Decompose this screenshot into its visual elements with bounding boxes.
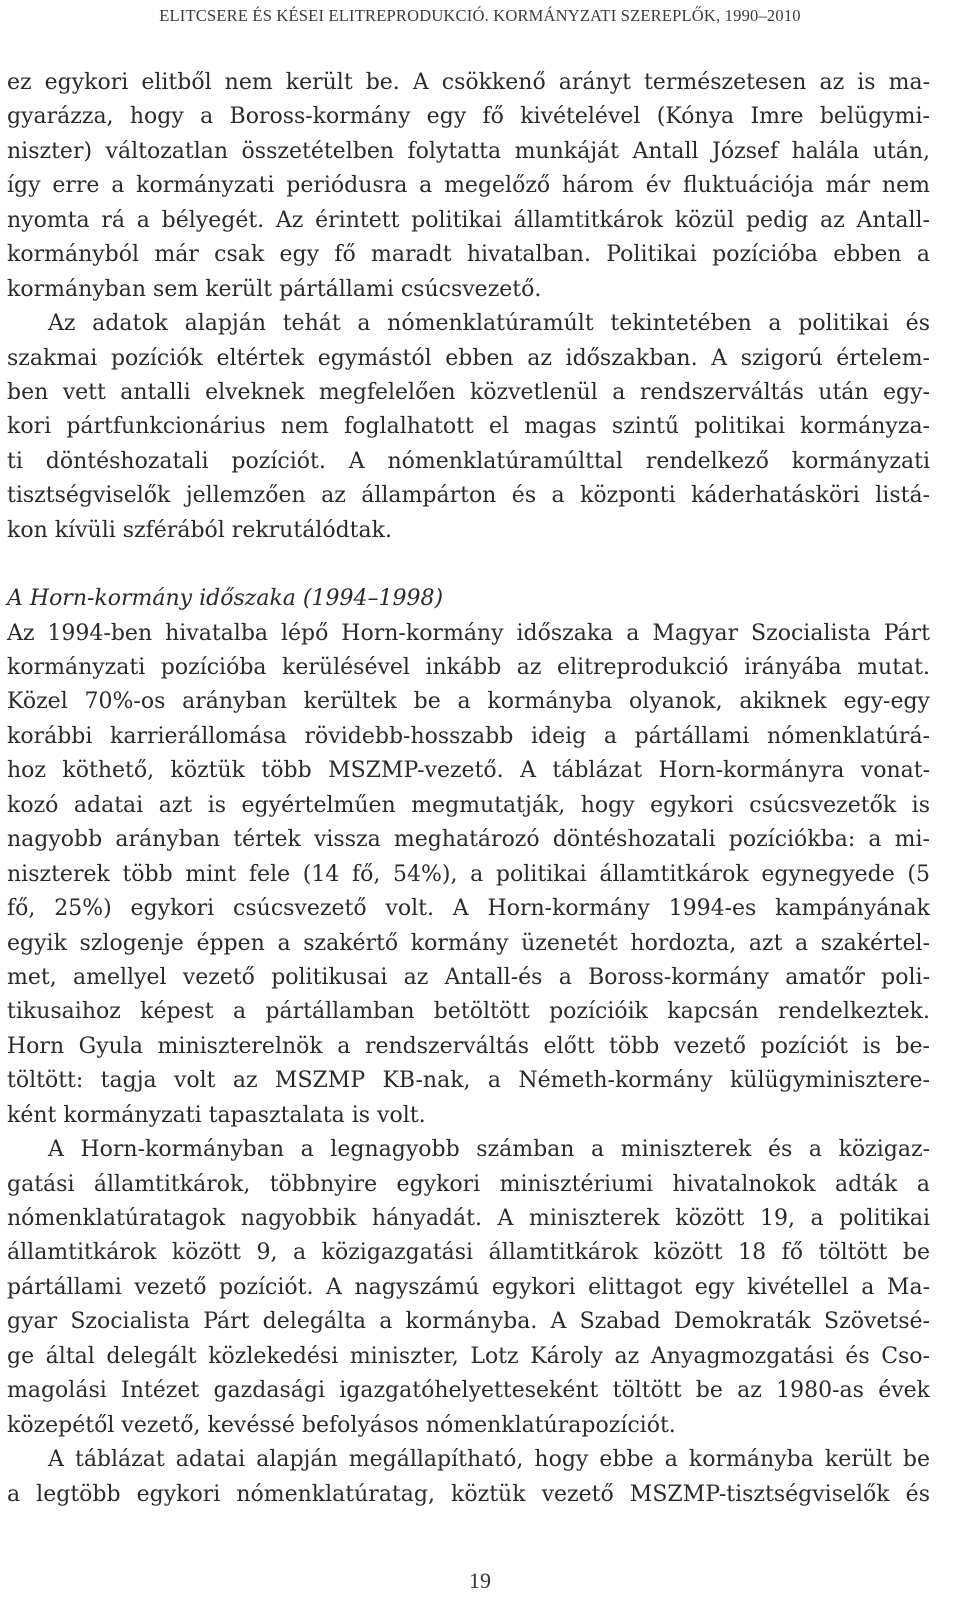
text-line: ként kormányzati tapasztalata is volt. — [7, 1102, 426, 1128]
text-line: szakmai pozíciók eltértek egymástól ebben az időszakban. A szigorú értelem- — [7, 345, 930, 371]
text-line: ti döntéshozatali pozíciót. A nómenklatúramúlttal rendelkező kormányzati — [7, 448, 930, 474]
text-line: niszter) változatlan összetételben folytatta munkáját Antall József halála után, — [7, 138, 930, 164]
section-spacer — [7, 548, 930, 582]
text-line: közepétől vezető, kevéssé befolyásos nómenklatúrapozíciót. — [7, 1412, 676, 1438]
text-line: Horn Gyula miniszterelnök a rendszerváltás előtt több vezető pozíciót is be- — [7, 1033, 930, 1059]
body-text — [7, 66, 930, 1512]
text-line: a legtöbb egykori nómenklatúratag, köztük vezető MSZMP-tisztségviselők és — [7, 1481, 930, 1507]
section-title: A Horn-kormány időszaka (1994–1998) — [7, 586, 444, 612]
text-line: kon kívüli szférából rekrutálódtak. — [7, 517, 392, 543]
text-line: met, amellyel vezető politikusai az Antall-és a Boross-kormány amatőr poli- — [7, 964, 930, 990]
text-line: így erre a kormányzati periódusra a megelőző három év fluktuációja már nem — [7, 173, 930, 199]
text-line: kozó adatai azt is egyértelműen megmutatják, hogy egykori csúcsvezetők is — [7, 792, 930, 818]
text-line: tikusaihoz képest a pártállamban betöltött pozícióik kapcsán rendelkeztek. — [7, 999, 930, 1025]
text-line: pártállami vezető pozíciót. A nagyszámú egykori elittagot egy kivétellel a Ma- — [7, 1274, 930, 1300]
text-line: kori pártfunkcionárius nem foglalhatott el magas szintű politikai kormányza- — [7, 414, 930, 440]
text-line: A táblázat adatai alapján megállapítható, hogy ebbe a kormányba került be — [48, 1447, 930, 1473]
text-line: gatási államtitkárok, többnyire egykori minisztériumi hivatalnokok adták a — [7, 1171, 930, 1197]
text-line: Az adatok alapján tehát a nómenklatúramúlt tekintetében a politikai és — [48, 311, 930, 337]
paragraphs-before-section — [7, 66, 930, 548]
text-line: töltött: tagja volt az MSZMP KB-nak, a Németh-kormány külügyminisztere- — [7, 1068, 930, 1094]
page-number: 19 — [469, 1568, 491, 1593]
text-line: kormányban sem került pártállami csúcsvezető. — [7, 276, 542, 302]
running-header: ELITCSERE ÉS KÉSEI ELITREPRODUKCIÓ. KORMÁNYZATI SZEREPLŐK, 1990–2010 — [159, 6, 801, 25]
text-line: korábbi karrierállomása rövidebb-hosszabb ideig a pártállami nómenklatúrá- — [7, 723, 930, 749]
text-line: kormányzati pozícióba kerülésével inkább az elitreprodukció irányába mutat. — [7, 655, 930, 680]
text-line: tisztségviselők jellemzően az állampárton és a központi káderhatásköri listá- — [7, 483, 930, 509]
text-line: államtitkárok között 9, a közigazgatási államtitkárok között 18 fő töltött be — [7, 1240, 930, 1266]
text-line: kormányból már csak egy fő maradt hivatalban. Politikai pozícióba ebben a — [7, 242, 930, 268]
text-line: gyar Szocialista Párt delegálta a kormányba. A Szabad Demokraták Szövetsé- — [7, 1309, 930, 1335]
text-line: nagyobb arányban tértek vissza meghatározó döntéshozatali pozíciókba: a mi- — [7, 827, 930, 853]
text-line: Az 1994-ben hivatalba lépő Horn-kormány időszaka a Magyar Szocialista Párt — [7, 620, 930, 646]
text-line: ez egykori elitből nem került be. A csökkenő arányt természetesen az is ma- — [7, 70, 930, 95]
text-line: nyomta rá a bélyegét. Az érintett politikai államtitkárok közül pedig az Antall- — [7, 207, 930, 233]
text-line: magolási Intézet gazdasági igazgatóhelyetteseként töltött be az 1980-as évek — [7, 1378, 930, 1404]
text-line: A Horn-kormányban a legnagyobb számban a miniszterek és a közigaz- — [48, 1137, 930, 1163]
text-line: nómenklatúratagok nagyobbik hányadát. A miniszterek között 19, a politikai — [7, 1206, 930, 1231]
text-line: egyik szlogenje éppen a szakértő kormány üzenetét hordozta, azt a szakértel- — [7, 930, 930, 956]
text-line: fő, 25%) egykori csúcsvezető volt. A Horn-kormány 1994-es kampányának — [7, 896, 930, 922]
paragraphs-after-section — [7, 617, 930, 1512]
text-line: gyarázza, hogy a Boross-kormány egy fő kivételével (Kónya Imre belügymi- — [7, 104, 930, 130]
text-line: Közel 70%-os arányban kerültek be a kormányba olyanok, akiknek egy-egy — [7, 689, 930, 715]
text-line: ge által delegált közlekedési miniszter, Lotz Károly az Anyagmozgatási és Cso- — [7, 1343, 930, 1369]
text-line: ben vett antalli elveknek megfelelően közvetlenül a rendszerváltás után egy- — [7, 379, 930, 405]
text-line: hoz köthető, köztük több MSZMP-vezető. A táblázat Horn-kormányra vonat- — [7, 758, 930, 784]
text-line: niszterek több mint fele (14 fő, 54%), a politikai államtitkárok egynegyede (5 — [7, 861, 930, 887]
